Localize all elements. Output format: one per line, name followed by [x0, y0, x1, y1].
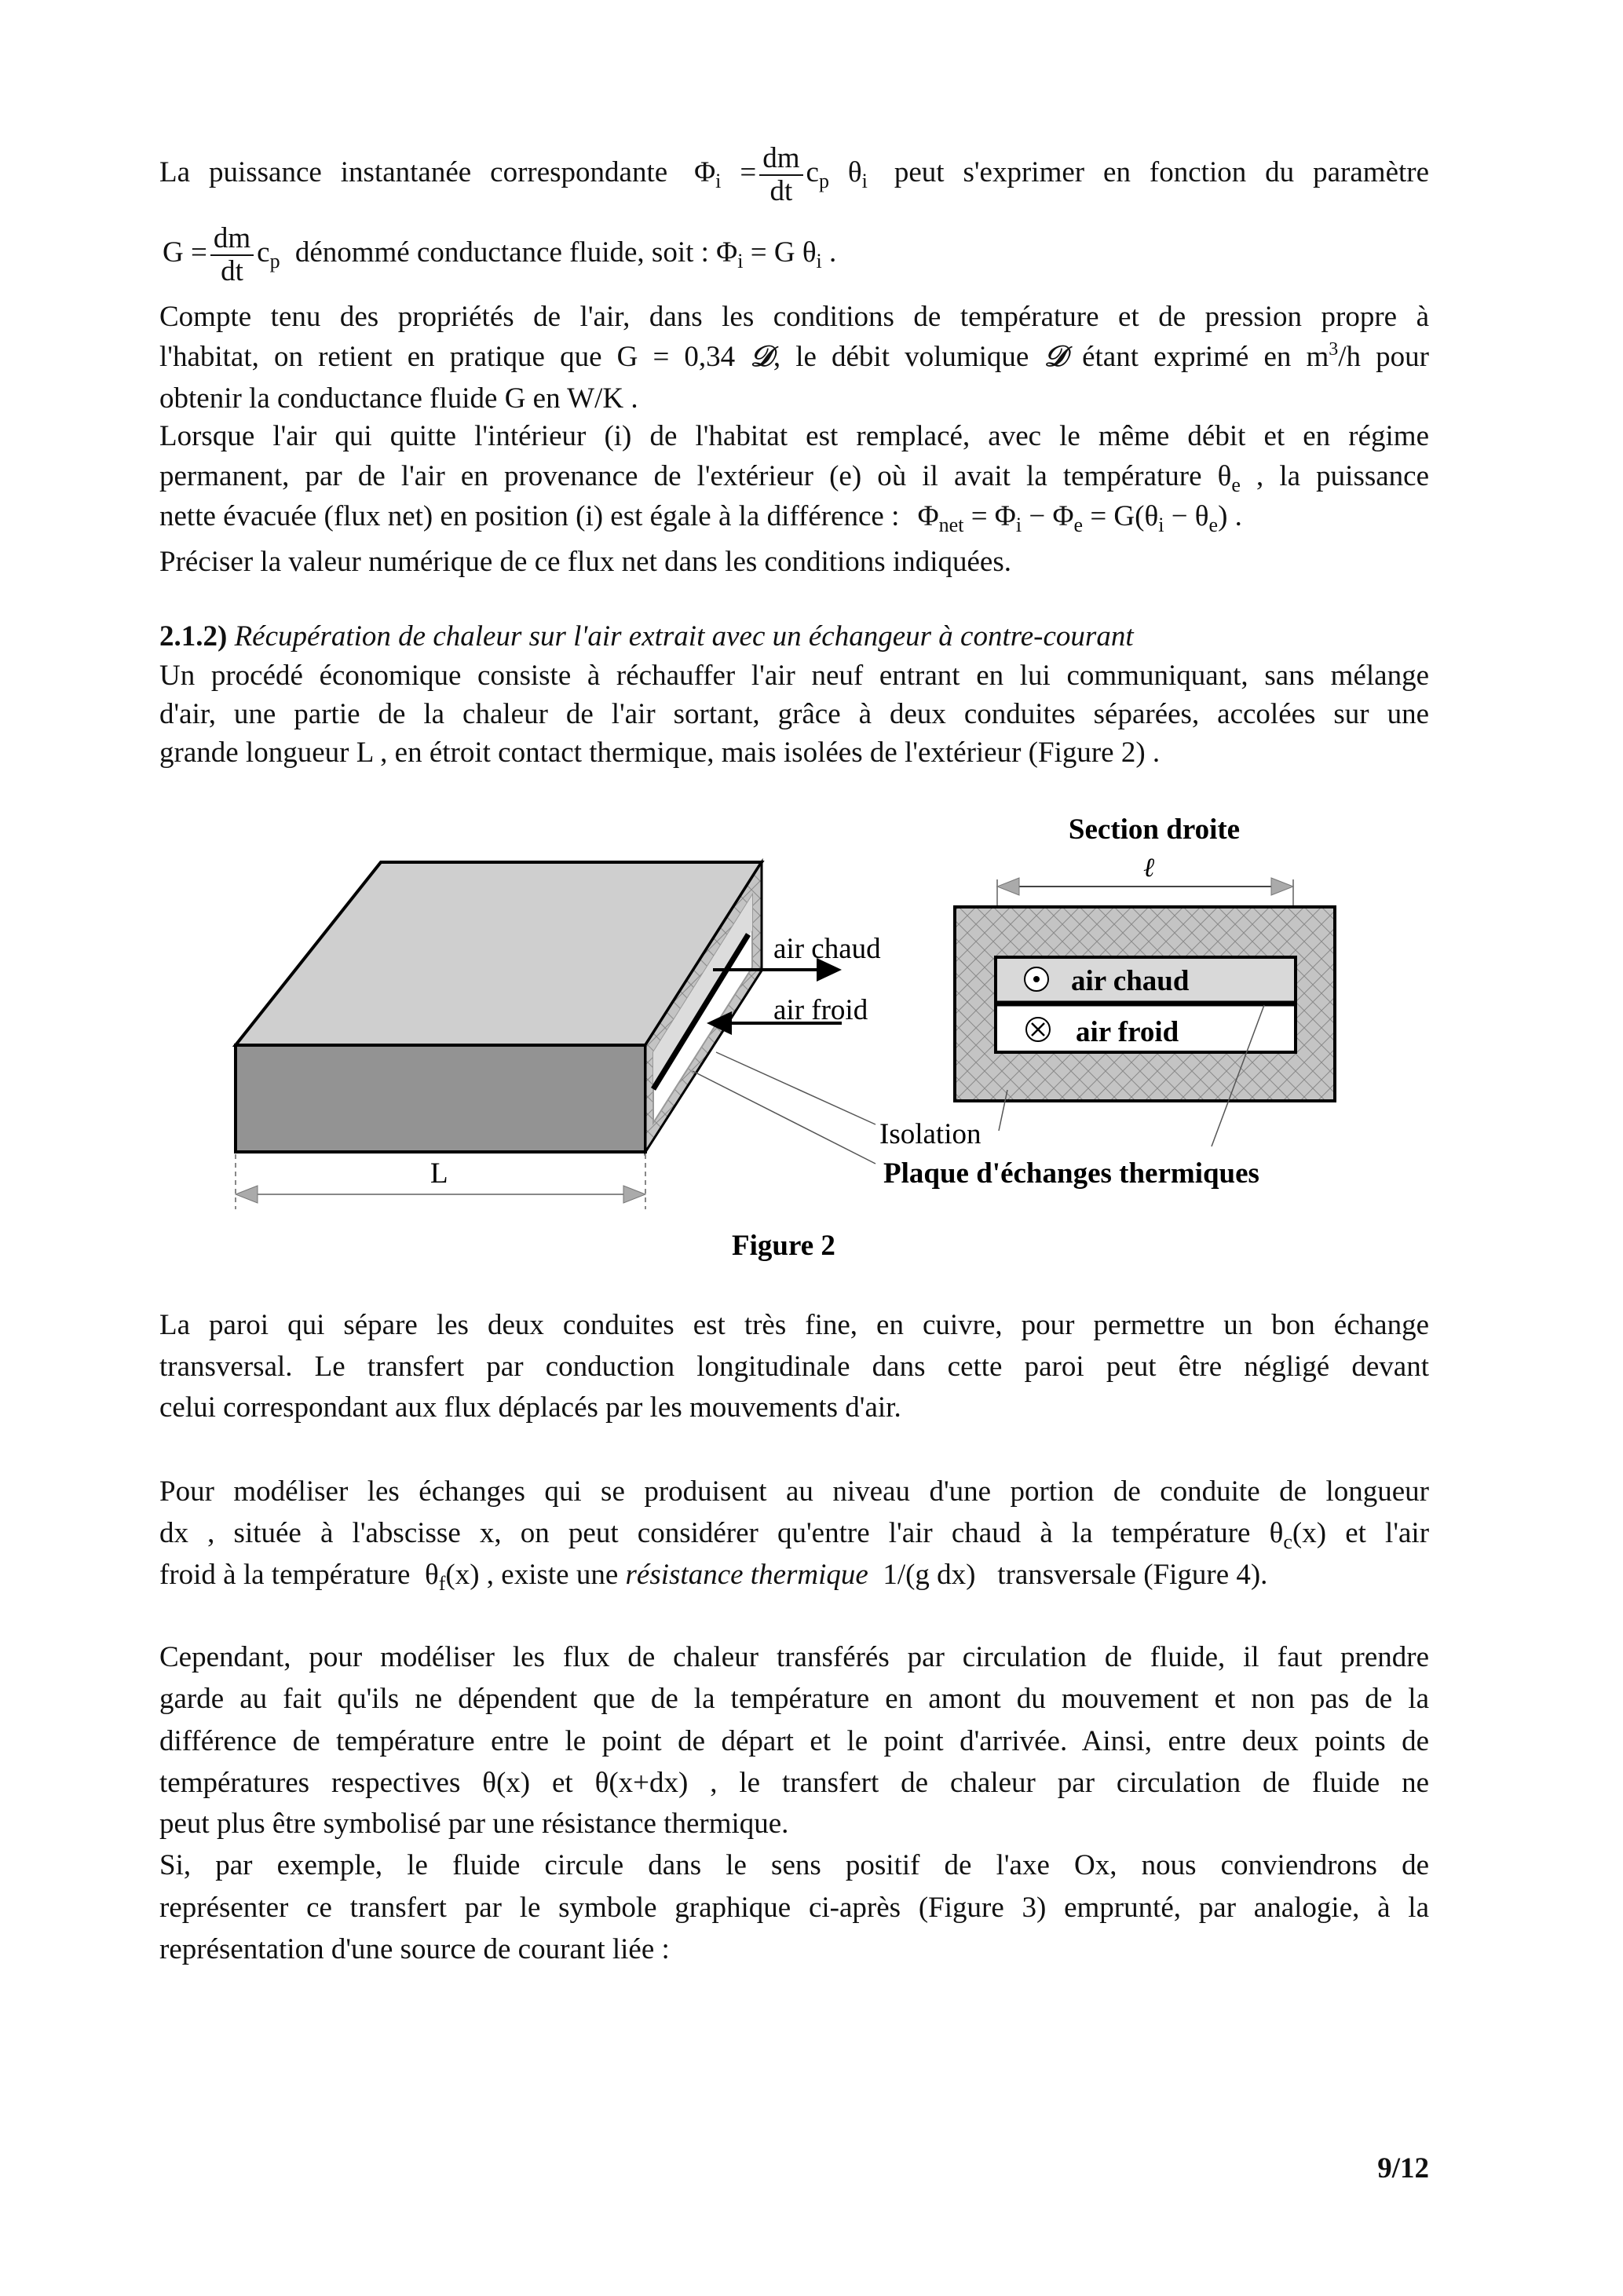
text-line: dx , située à l'abscisse x, on peut considérer qu'entre l'air chaud à la température $\theta_c(x)$ et l'air	[159, 1517, 1430, 1553]
text-line: représenter ce transfert par le symbole graphique ci-après (Figure 3) emprunté, par analogie, à la	[159, 1892, 1429, 1924]
arrowhead-right-icon	[1271, 878, 1293, 895]
label-isolation: Isolation	[879, 1118, 981, 1150]
text-line: nette évacuée (flux net) en position (i) est égale à la différence : $\Phi_{net} = \Phi_i - \Phi_e = G(\theta_i - \theta_e)$ .	[159, 500, 1242, 536]
text-line: Un procédé économique consiste à réchauffer l'air neuf entrant en lui communiquant, sans mélange	[159, 660, 1429, 692]
label-air-chaud: air chaud	[773, 933, 881, 965]
figure-caption: Figure 2	[732, 1230, 835, 1262]
label-air-froid: air froid	[773, 994, 868, 1026]
section-label-air-chaud: air chaud	[1071, 965, 1190, 997]
formula-phi-net: $\Phi_{net} = \Phi_i - \Phi_e = G(\theta_i - \theta_e)$ .	[917, 500, 1242, 536]
label-L: L	[430, 1157, 448, 1190]
text-line: garde au fait qu'ils ne dépendent que de la température en amont du mouvement et non pas de la	[159, 1683, 1429, 1715]
duct-front-face	[236, 1045, 645, 1152]
section-heading: 2.1.2) Récupération de chaleur sur l'air extrait avec un échangeur à contre-courant	[159, 620, 1134, 653]
text-line: La paroi qui sépare les deux conduites est très fine, en cuivre, pour permettre un bon échange	[159, 1309, 1429, 1341]
text-line: permanent, par de l'air en provenance de l'extérieur (e) où il avait la température $\theta_e$ , la puissance	[159, 460, 1430, 496]
text: peut s'exprimer en fonction du paramètre	[894, 156, 1430, 188]
section-droite-title: Section droite	[1068, 813, 1241, 846]
text-line: représentation d'une source de courant liée :	[159, 1933, 670, 1965]
page-number: 9/12	[1377, 2152, 1429, 2184]
text-line: Lorsque l'air qui quitte l'intérieur (i) de l'habitat est remplacé, avec le même débit et en régime	[159, 420, 1429, 452]
label-plaque: Plaque d'échanges thermiques	[883, 1157, 1259, 1190]
arrowhead-left-icon	[997, 878, 1019, 895]
formula-phi-G: $\Phi_i = G$ $\theta_i$ .	[716, 236, 837, 272]
text-line: différence de température entre le point de départ et le point d'arrivée. Ainsi, entre deux points de	[159, 1725, 1429, 1757]
out-of-page-icon	[1025, 967, 1048, 991]
text-line: celui correspondant aux flux déplacés par les mouvements d'air.	[159, 1391, 901, 1424]
label-ell: ℓ	[1143, 854, 1155, 883]
text-line: Pour modéliser les échanges qui se produisent au niveau d'une portion de conduite de longueur	[159, 1475, 1429, 1508]
text-line: d'air, une partie de la chaleur de l'air sortant, grâce à deux conduites séparées, accolées sur une	[159, 698, 1429, 730]
text-line: obtenir la conductance fluide G en W/K .	[159, 382, 638, 415]
text-line: grande longueur L , en étroit contact thermique, mais isolées de l'extérieur (Figure 2) .	[159, 737, 1161, 769]
text-line: peut plus être symbolisé par une résistance thermique.	[159, 1808, 789, 1840]
text-line: l'habitat, on retient en pratique que G = 0,34 𝒟, le débit volumique 𝒟 étant exprimé en $m^3/h$ pour	[159, 338, 1429, 373]
formula-G: G = $\frac{dm}{dt}$ $c_p$	[163, 221, 280, 287]
text-line: Compte tenu des propriétés de l'air, dans les conditions de température et de pression propre à	[159, 301, 1429, 333]
text-line: Préciser la valeur numérique de ce flux net dans les conditions indiquées.	[159, 546, 1011, 578]
formula-phi-i: $\Phi_i$ = $\frac{dm}{dt}$ $c_p$ $\theta_i$	[694, 141, 868, 207]
text-line: transversal. Le transfert par conduction longitudinale dans cette paroi peut être négligé devant	[159, 1351, 1429, 1383]
text-line: Cependant, pour modéliser les flux de chaleur transférés par circulation de fluide, il faut prendre	[159, 1641, 1429, 1673]
section-label-air-froid: air froid	[1076, 1016, 1179, 1048]
arrowhead-right-icon	[623, 1186, 645, 1203]
text: La puissance instantanée correspondante	[159, 156, 668, 188]
text: dénommé conductance fluide, soit :	[294, 236, 709, 269]
text-line: Si, par exemple, le fluide circule dans le sens positif de l'axe Ox, nous conviendrons de	[159, 1849, 1429, 1881]
into-page-icon	[1026, 1018, 1050, 1041]
text-line: températures respectives θ(x) et θ(x+dx) , le transfert de chaleur par circulation de fluide ne	[159, 1767, 1429, 1799]
text-line: froid à la température $\theta_f(x)$ , existe une résistance thermique 1/(g dx) transversale (Figure 4).	[159, 1559, 1268, 1595]
arrowhead-left-icon	[236, 1186, 258, 1203]
